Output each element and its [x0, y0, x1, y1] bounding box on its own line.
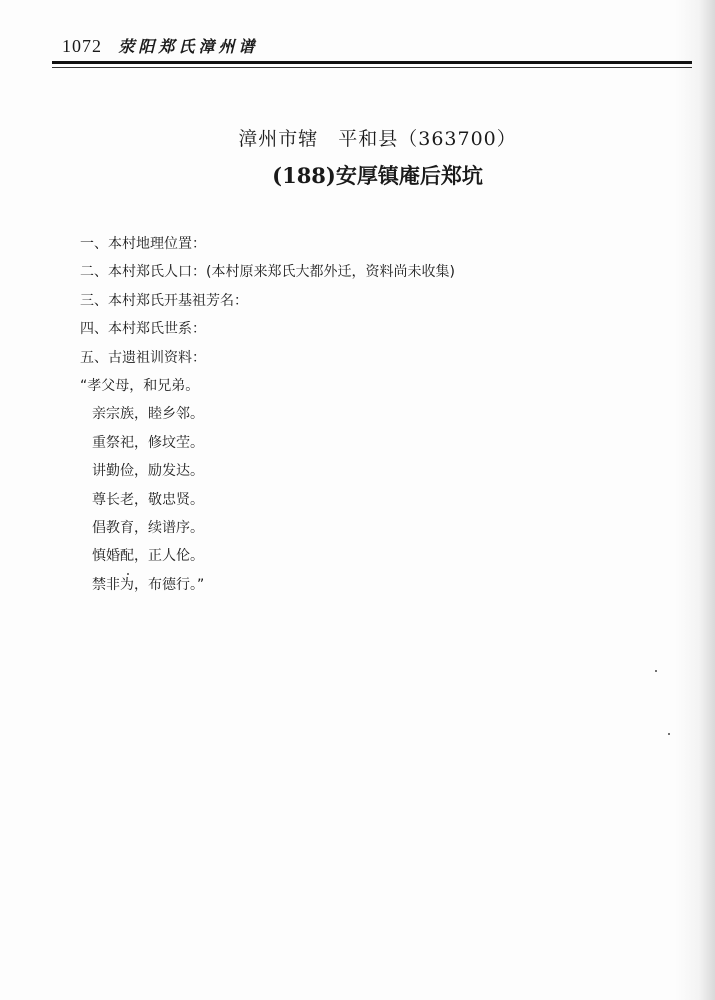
page-number: 1072	[62, 36, 102, 56]
item-lineage: 四、本村郑氏世系：	[80, 321, 206, 338]
item-ancestral-teachings: 五、古遗祖训资料：	[80, 349, 206, 366]
book-title: 荥阳郑氏漳州谱	[118, 37, 259, 56]
scan-speck	[127, 573, 129, 575]
document-body	[80, 230, 455, 599]
item-population: 二、本村郑氏人口：(本村原来郑氏大都外迁，资料尚未收集)	[80, 264, 455, 281]
item-location: 一、本村地理位置：	[80, 236, 206, 252]
poem-line: “孝父母，和兄弟。	[80, 377, 200, 394]
poem-line: 禁非为，布德行。”	[92, 576, 205, 593]
scan-speck	[668, 733, 670, 735]
header-rule-thick	[52, 61, 692, 64]
poem-line: 亲宗族，睦乡邻。	[92, 406, 204, 423]
ancestral-teachings-poem	[80, 372, 455, 599]
poem-line: 慎婚配，正人伦。	[92, 548, 204, 565]
region-heading: 漳州市辖 平和县（363700）	[238, 128, 517, 150]
poem-line: 讲勤俭，励发达。	[92, 463, 204, 480]
village-heading: (188)安厚镇庵后郑坑	[272, 163, 483, 188]
poem-line: 倡教育，续谱序。	[92, 519, 204, 536]
poem-line: 重祭祀，修坟茔。	[92, 434, 204, 451]
header-rule-thin	[52, 67, 692, 68]
scan-speck	[655, 670, 657, 672]
running-header	[62, 34, 258, 57]
item-founder: 三、本村郑氏开基祖芳名：	[80, 292, 248, 309]
poem-line: 尊长老，敬忠贤。	[92, 491, 204, 508]
